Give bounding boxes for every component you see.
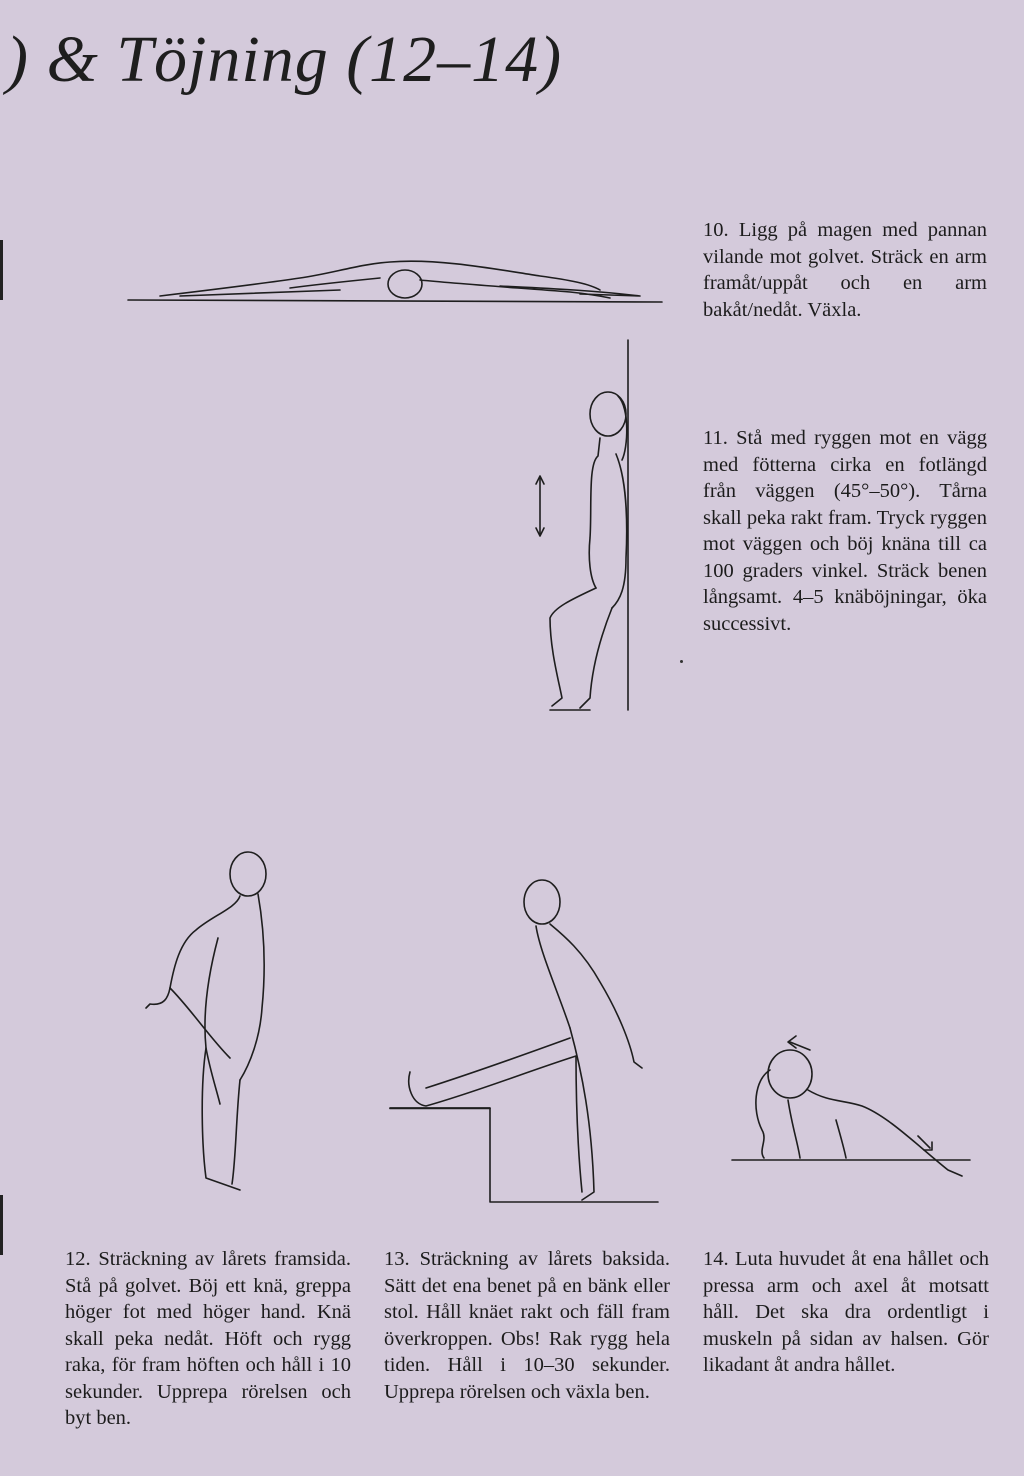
exercise-number: 14. (703, 1248, 729, 1270)
wall-squat-figure-icon (530, 338, 640, 718)
exercise-description: Sträckning av lårets framsida. Stå på golvet. Böj ett knä, greppa höger fot med höger hand. Knä skall peka nedåt. Höft och rygg raka, för fram höften och håll i 10 sekunder. Upprepa rörelsen och byt ben. (65, 1248, 352, 1429)
exercise-number: 10. (703, 219, 729, 241)
hamstring-stretch-figure-icon (386, 872, 666, 1212)
exercise-description: Ligg på magen med pannan vilande mot golvet. Sträck en arm framåt/uppåt och en arm bakåt/nedåt. Växla. (703, 219, 987, 321)
prone-stretch-figure-icon (120, 250, 670, 310)
exercise-11-text (703, 425, 987, 637)
exercise-description: Luta huvudet åt ena hållet och pressa arm och axel åt motsatt håll. Det ska dra ordentligt i muskeln på sidan av halsen. Gör likadant åt andra hållet. (703, 1248, 989, 1376)
exercise-12-text (65, 1246, 351, 1432)
neck-stretch-figure-icon (728, 1030, 978, 1188)
exercise-description: Stå med ryggen mot en vägg med fötterna cirka en fotlängd från väggen (45°–50°). Tårna skall peka rakt fram. Tryck ryggen mot väggen och böj knäna till ca 100 graders vinkel. Sträck benen långsamt. 4–5 knäböjningar, öka successivt. (703, 427, 988, 635)
exercise-number: 13. (384, 1248, 410, 1270)
exercise-number: 11. (703, 427, 728, 449)
exercise-number: 12. (65, 1248, 91, 1270)
page-edge-mark-bottom (0, 1195, 3, 1255)
exercise-13-text (384, 1246, 670, 1405)
exercise-10-text (703, 217, 987, 323)
quadriceps-stretch-figure-icon (140, 848, 290, 1194)
exercise-14-text (703, 1246, 989, 1379)
page-edge-mark-top (0, 240, 3, 300)
page-speck (680, 660, 683, 663)
exercise-description: Sträckning av lårets baksida. Sätt det ena benet på en bänk eller stol. Håll knäet rakt och fäll fram överkroppen. Obs! Rak rygg hela tiden. Håll i 10–30 sekunder. Upprepa rörelsen och växla ben. (384, 1248, 670, 1403)
page-title: ) & Töjning (12–14) (6, 23, 563, 96)
